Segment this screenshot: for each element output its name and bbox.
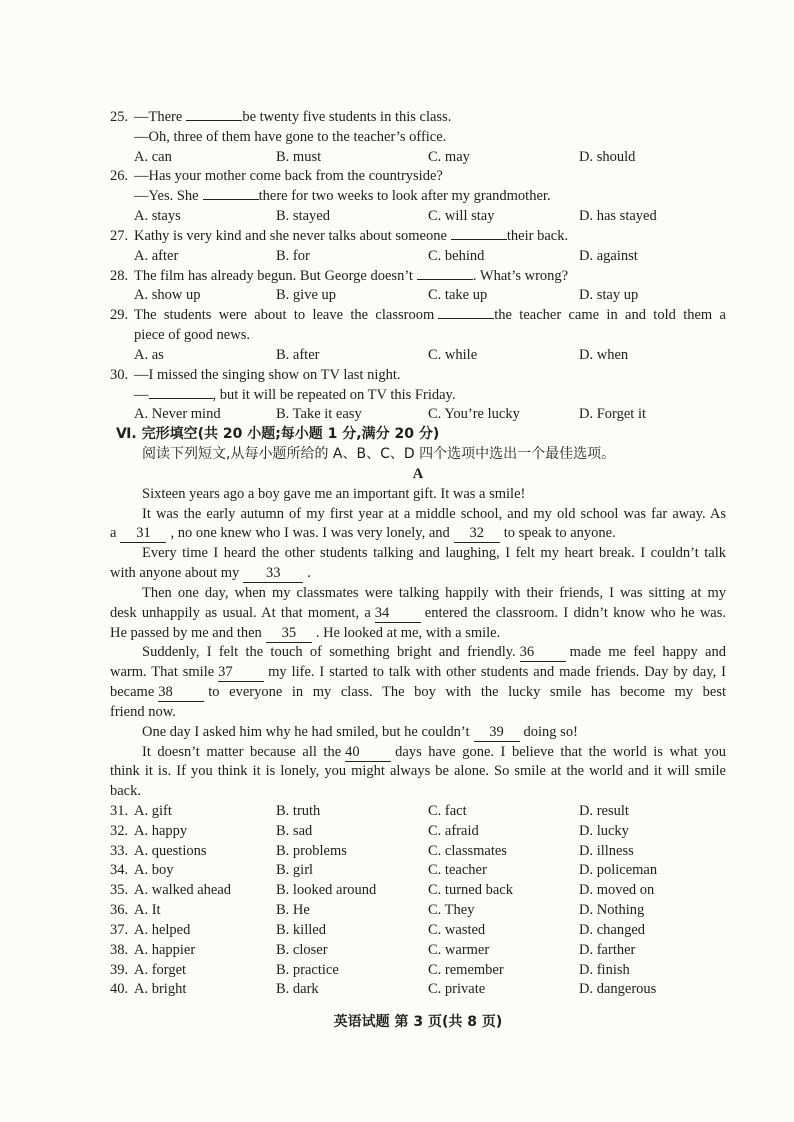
option-b: B. practice	[276, 961, 339, 978]
option-b: B. girl	[276, 862, 314, 879]
option-d: D. Nothing	[579, 902, 645, 919]
passage-line	[110, 524, 726, 544]
option-d: D. when	[579, 346, 629, 363]
question-number: 35.	[110, 882, 129, 899]
passage-line	[110, 743, 726, 763]
cloze-blank-35: 35	[266, 625, 312, 643]
option-c: C. fact	[428, 802, 467, 819]
passage-text: a	[110, 525, 117, 542]
passage-text: One day I asked him why he had smiled, but he couldn’t	[142, 723, 470, 740]
passage-text: . He looked at me, with a smile.	[315, 624, 501, 641]
question-number: 40.	[110, 981, 129, 998]
cloze-blank-36: 36	[520, 644, 566, 662]
passage-text: to speak to anyone.	[503, 525, 616, 542]
option-b: B. problems	[276, 842, 347, 859]
option-c: C. afraid	[428, 822, 479, 839]
option-a: A. gift	[134, 802, 172, 819]
passage-text: He passed by me and then	[110, 624, 262, 641]
option-c: C. may	[428, 148, 470, 165]
option-a: A. forget	[134, 961, 187, 978]
passage-line: Sixteen years ago a boy gave me an important gift. It was a smile!	[142, 485, 526, 502]
question-number: 26.	[110, 168, 129, 185]
passage-line	[110, 663, 726, 683]
answer-blank	[438, 306, 494, 319]
option-d: D. has stayed	[579, 208, 657, 225]
passage-line: It was the early autumn of my first year at a middle school, and my old school was far away. As	[142, 505, 726, 522]
question-number: 30.	[110, 366, 129, 383]
stem-text: —Has your mother come back from the countryside?	[134, 168, 443, 185]
passage-line	[110, 604, 726, 624]
passage-line	[110, 564, 726, 584]
stem-text: be twenty five students in this class.	[242, 109, 452, 125]
option-a: A. happy	[134, 822, 188, 839]
question-28-stem	[110, 267, 726, 287]
option-b: B. dark	[276, 981, 319, 998]
stem-text: . What’s wrong?	[472, 267, 569, 284]
option-d: D. result	[579, 802, 629, 819]
option-b: B. He	[276, 902, 310, 919]
option-a: A. It	[134, 902, 161, 919]
stem-text: their back.	[506, 227, 569, 244]
stem-text: Kathy is very kind and she never talks about someone	[134, 227, 447, 244]
cloze-blank-37: 37	[218, 664, 264, 682]
option-d: D. finish	[579, 961, 630, 978]
question-number: 28.	[110, 267, 129, 284]
passage-label: A	[412, 465, 424, 482]
option-a: A. Never mind	[134, 406, 221, 423]
reply-text: there for two weeks to look after my grandmother.	[258, 188, 551, 205]
question-number: 33.	[110, 842, 129, 859]
question-number: 34.	[110, 862, 129, 879]
question-29-options	[110, 346, 726, 366]
stem-text: —There	[134, 109, 183, 125]
passage-text: my life. I started to talk with other students and made friends. Day by day, I	[268, 664, 726, 681]
passage-line: Then one day, when my classmates were talking happily with their friends, I was sitting at my	[142, 584, 726, 601]
question-30-stem	[110, 366, 726, 386]
question-27-options	[110, 247, 726, 267]
question-27-stem	[110, 227, 726, 247]
option-a: A. boy	[134, 862, 174, 879]
option-c: C. warmer	[428, 941, 490, 958]
option-c: C. wasted	[428, 921, 486, 938]
option-b: B. truth	[276, 802, 321, 819]
option-b: B. sad	[276, 822, 313, 839]
option-d: D. stay up	[579, 287, 639, 304]
passage-line: Every time I heard the other students talking and laughing, I felt my heart break. I couldn’t talk	[142, 545, 726, 562]
question-number: 25.	[110, 109, 129, 125]
passage-line	[110, 723, 726, 743]
option-a: A. show up	[134, 287, 201, 304]
option-a: A. stays	[134, 208, 181, 225]
passage-line: friend now.	[110, 703, 176, 720]
option-c: C. They	[428, 902, 475, 919]
option-b: B. killed	[276, 921, 326, 938]
option-a: A. helped	[134, 921, 191, 938]
cloze-question-32	[110, 822, 726, 842]
answer-blank	[186, 108, 242, 121]
question-30-options	[110, 405, 726, 425]
option-a: A. can	[134, 148, 172, 165]
question-26-reply	[110, 187, 726, 207]
option-b: B. after	[276, 346, 320, 363]
option-b: B. stayed	[276, 208, 330, 225]
question-30-reply	[110, 386, 726, 406]
question-29-stem	[110, 306, 726, 326]
passage-line	[110, 643, 726, 663]
question-number: 29.	[110, 307, 129, 324]
passage-text: made me feel happy and	[569, 644, 726, 661]
question-26-options	[110, 207, 726, 227]
reply-text: , but it will be repeated on TV this Friday.	[212, 386, 456, 403]
cloze-question-39	[110, 961, 726, 981]
cloze-blank-34: 34	[375, 605, 421, 623]
option-c: C. while	[428, 346, 478, 363]
cloze-blank-40: 40	[345, 744, 391, 762]
option-a: A. walked ahead	[134, 882, 232, 899]
cloze-question-40	[110, 980, 726, 1000]
cloze-question-34	[110, 861, 726, 881]
answer-blank	[203, 187, 259, 200]
cloze-question-33	[110, 842, 726, 862]
option-d: D. policeman	[579, 862, 658, 879]
passage-text: desk unhappily as usual. At that moment, a	[110, 604, 371, 621]
question-26-stem	[110, 167, 726, 187]
cloze-question-35	[110, 881, 726, 901]
option-b: B. for	[276, 247, 310, 264]
passage-line: think it is. If you think it is lonely, you might always be alone. So smile at the world and it will smile	[110, 763, 726, 780]
option-a: A. questions	[134, 842, 207, 859]
option-b: B. closer	[276, 941, 328, 958]
page-footer: 英语试题 第 3 页(共 8 页)	[333, 1014, 503, 1030]
question-25-stem	[110, 108, 726, 128]
question-number: 31.	[110, 802, 129, 819]
passage-text: doing so!	[523, 723, 578, 740]
passage-text: Suddenly, I felt the touch of something bright and friendly.	[142, 644, 516, 661]
option-b: B. Take it easy	[276, 406, 362, 423]
option-d: D. illness	[579, 842, 634, 859]
cloze-question-31	[110, 802, 726, 822]
page-content	[110, 108, 726, 1000]
stem-text: piece of good news.	[134, 327, 250, 344]
reply-text: —	[134, 386, 149, 403]
option-d: D. lucky	[579, 822, 629, 839]
cloze-question-36	[110, 901, 726, 921]
passage-line	[110, 624, 726, 644]
question-number: 37.	[110, 921, 129, 938]
stem-text: The students were about to leave the classroom	[134, 307, 435, 324]
cloze-blank-38: 38	[158, 684, 204, 702]
option-d: D. dangerous	[579, 981, 657, 998]
answer-blank	[149, 386, 213, 399]
question-number: 36.	[110, 902, 129, 919]
question-25-options	[110, 148, 726, 168]
option-d: D. changed	[579, 921, 646, 938]
option-c: C. remember	[428, 961, 504, 978]
stem-text: The film has already begun. But George doesn’t	[134, 267, 413, 284]
option-c: C. You’re lucky	[428, 406, 520, 423]
passage-text: .	[307, 565, 311, 582]
passage-text: days have gone. I believe that the world is what you	[395, 743, 726, 760]
option-c: C. will stay	[428, 208, 495, 225]
reply-text: —Oh, three of them have gone to the teacher’s office.	[134, 128, 447, 145]
passage-line	[110, 683, 726, 703]
answer-blank	[451, 227, 507, 240]
option-a: A. as	[134, 346, 164, 363]
option-c: C. private	[428, 981, 486, 998]
option-c: C. behind	[428, 247, 485, 264]
option-d: D. should	[579, 148, 636, 165]
question-25-reply	[110, 128, 726, 148]
cloze-question-38	[110, 941, 726, 961]
question-number: 27.	[110, 227, 129, 244]
option-c: C. take up	[428, 287, 488, 304]
cloze-blank-31: 31	[120, 525, 166, 543]
passage-text: warm. That smile	[110, 664, 215, 681]
option-b: B. give up	[276, 287, 337, 304]
passage-text: It doesn’t matter because all the	[142, 743, 342, 760]
option-d: D. against	[579, 247, 638, 264]
section-title: Ⅵ. 完形填空(共 20 小题;每小题 1 分,满分 20 分)	[116, 426, 440, 443]
option-b: B. must	[276, 148, 322, 165]
cloze-blank-39: 39	[474, 724, 520, 742]
option-a: A. happier	[134, 941, 196, 958]
passage-line: back.	[110, 783, 141, 800]
option-a: A. after	[134, 247, 179, 264]
answer-blank	[417, 267, 473, 280]
section-instruction: 阅读下列短文,从每小题所给的 A、B、C、D 四个选项中选出一个最佳选项。	[142, 446, 616, 463]
option-d: D. farther	[579, 941, 636, 958]
passage-text: became	[110, 684, 155, 701]
option-c: C. turned back	[428, 882, 513, 899]
passage-text: to everyone in my class. The boy with the lucky smile has become my best	[208, 684, 726, 701]
stem-text: the teacher came in and told them a	[494, 307, 726, 324]
passage-text: entered the classroom. I didn’t know who he was.	[424, 604, 726, 621]
cloze-blank-32: 32	[454, 525, 500, 543]
passage-text: with anyone about my	[110, 565, 240, 582]
option-c: C. teacher	[428, 862, 487, 879]
option-c: C. classmates	[428, 842, 507, 859]
question-28-options	[110, 286, 726, 306]
stem-text: —I missed the singing show on TV last night.	[134, 366, 401, 383]
question-29-stem-continued	[110, 326, 726, 346]
passage-text: , no one knew who I was. I was very lonely, and	[170, 525, 450, 542]
cloze-question-37	[110, 921, 726, 941]
option-d: D. Forget it	[579, 406, 646, 423]
option-b: B. looked around	[276, 882, 377, 899]
question-number: 32.	[110, 822, 129, 839]
reply-text: —Yes. She	[134, 188, 199, 205]
question-number: 38.	[110, 941, 129, 958]
option-d: D. moved on	[579, 882, 655, 899]
option-a: A. bright	[134, 981, 187, 998]
question-number: 39.	[110, 961, 129, 978]
cloze-blank-33: 33	[243, 565, 303, 583]
